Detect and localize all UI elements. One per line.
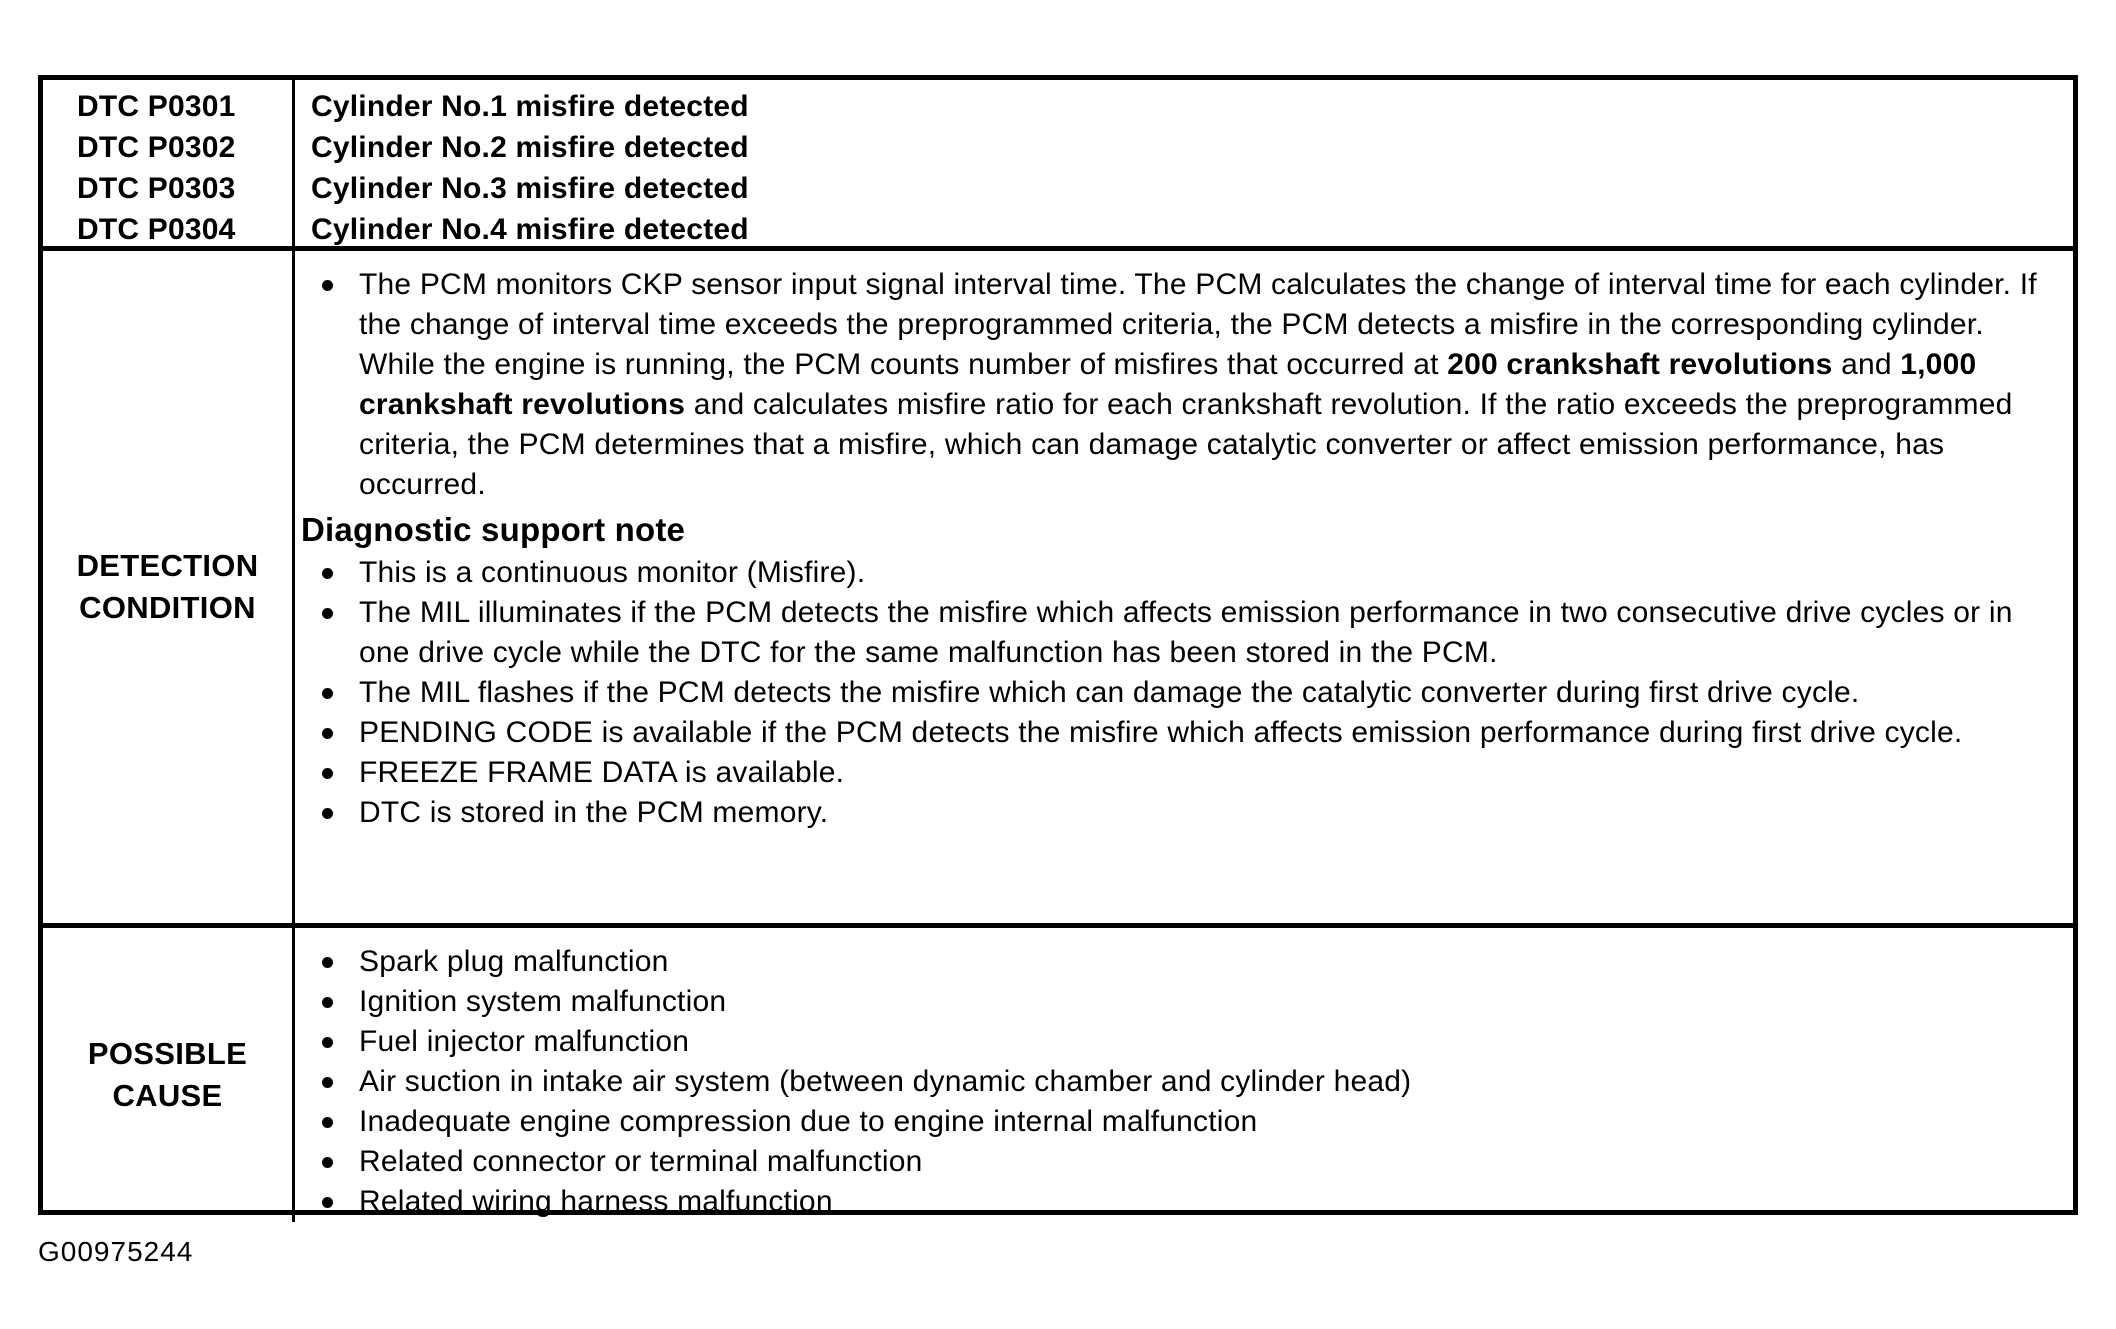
dtc-code: DTC P0301	[77, 90, 236, 123]
detection-condition-header	[43, 251, 295, 923]
dtc-description: Cylinder No.2 misfire detected	[311, 131, 749, 164]
possible-cause-row	[43, 928, 2073, 1218]
cause-bullet: Spark plug malfunction	[359, 945, 669, 978]
possible-cause-header	[43, 928, 295, 1222]
bullet-icon	[295, 793, 359, 819]
bullet-icon	[295, 1102, 359, 1128]
bullet-icon	[295, 713, 359, 739]
list-item	[295, 982, 2049, 1022]
bullet-icon	[295, 942, 359, 968]
dtc-info-table	[38, 75, 2078, 1218]
detection-condition-row	[43, 251, 2073, 928]
bold-phrase: 200 crankshaft revolutions	[1447, 348, 1833, 381]
figure-id: G00975244	[38, 1236, 194, 1267]
list-item	[295, 553, 2049, 593]
detection-condition-content	[295, 251, 2073, 923]
dtc-description: Cylinder No.4 misfire detected	[311, 213, 749, 246]
bullet-icon	[295, 1142, 359, 1168]
detection-condition-label: DETECTION CONDITION	[76, 548, 259, 625]
possible-cause-content	[295, 928, 2073, 1222]
dtc-code: DTC P0303	[77, 172, 236, 205]
detection-main-paragraph	[359, 265, 2049, 505]
support-bullet: FREEZE FRAME DATA is available.	[359, 756, 845, 789]
list-item	[295, 1182, 2049, 1222]
dtc-description-list	[295, 80, 2073, 250]
list-item	[295, 1102, 2049, 1142]
bullet-icon	[295, 982, 359, 1008]
bold-phrase: 1,000 crankshaft revolutions	[359, 348, 1977, 421]
list-item	[295, 942, 2049, 982]
list-item	[295, 1142, 2049, 1182]
paragraph-text: and	[1832, 348, 1901, 381]
support-bullet: DTC is stored in the PCM memory.	[359, 796, 829, 829]
bullet-icon	[295, 753, 359, 779]
list-item	[295, 753, 2049, 793]
cause-bullet: Related connector or terminal malfunction	[359, 1145, 923, 1178]
list-item	[295, 1022, 2049, 1062]
list-item	[295, 713, 2049, 753]
support-bullet: PENDING CODE is available if the PCM detects the misfire which affects emission performance during first drive cycle.	[359, 716, 1963, 749]
cause-bullet: Air suction in intake air system (between dynamic chamber and cylinder head)	[359, 1065, 1412, 1098]
cause-bullet: Related wiring harness malfunction	[359, 1185, 833, 1218]
cause-bullet: Inadequate engine compression due to engine internal malfunction	[359, 1105, 1258, 1138]
list-item	[295, 593, 2049, 673]
bullet-icon	[295, 553, 359, 579]
diagnostic-support-note-heading: Diagnostic support note	[301, 511, 686, 548]
support-bullet: The MIL illuminates if the PCM detects the misfire which affects emission performance in two consecutive drive cycles or in one drive cycle while the DTC for the same malfunction has been stored in the PCM.	[359, 596, 2013, 669]
list-item	[295, 673, 2049, 713]
bullet-icon	[295, 593, 359, 619]
dtc-code: DTC P0304	[77, 213, 236, 246]
list-item	[295, 793, 2049, 833]
cause-bullet: Fuel injector malfunction	[359, 1025, 690, 1058]
paragraph-text: and calculates misfire ratio for each crankshaft revolution. If the ratio exceeds the preprogrammed criteria, the PCM determines that a misfire, which can damage catalytic converter or affect emission performance, has occurred.	[359, 388, 2013, 501]
support-bullet: This is a continuous monitor (Misfire).	[359, 556, 866, 589]
list-item	[295, 1062, 2049, 1102]
dtc-code: DTC P0302	[77, 131, 236, 164]
dtc-code-list	[43, 80, 295, 250]
bullet-icon	[295, 673, 359, 699]
dtc-description: Cylinder No.3 misfire detected	[311, 172, 749, 205]
bullet-icon	[295, 265, 359, 291]
dtc-description: Cylinder No.1 misfire detected	[311, 90, 749, 123]
dtc-codes-row	[43, 80, 2073, 251]
paragraph-text: The PCM monitors CKP sensor input signal interval time. The PCM calculates the change of interval time for each cylinder. If the change of interval time exceeds the preprogrammed criteria, the PCM detects a misfire in the corresponding cylinder. While the engine is running, the PCM counts number of misfires that occurred at	[359, 268, 2037, 381]
support-bullet: The MIL flashes if the PCM detects the misfire which can damage the catalytic converter during first drive cycle.	[359, 676, 1860, 709]
bullet-icon	[295, 1062, 359, 1088]
bullet-icon	[295, 1182, 359, 1208]
list-item	[295, 265, 2049, 505]
possible-cause-label: POSSIBLE CAUSE	[87, 1036, 248, 1113]
bullet-icon	[295, 1022, 359, 1048]
cause-bullet: Ignition system malfunction	[359, 985, 727, 1018]
